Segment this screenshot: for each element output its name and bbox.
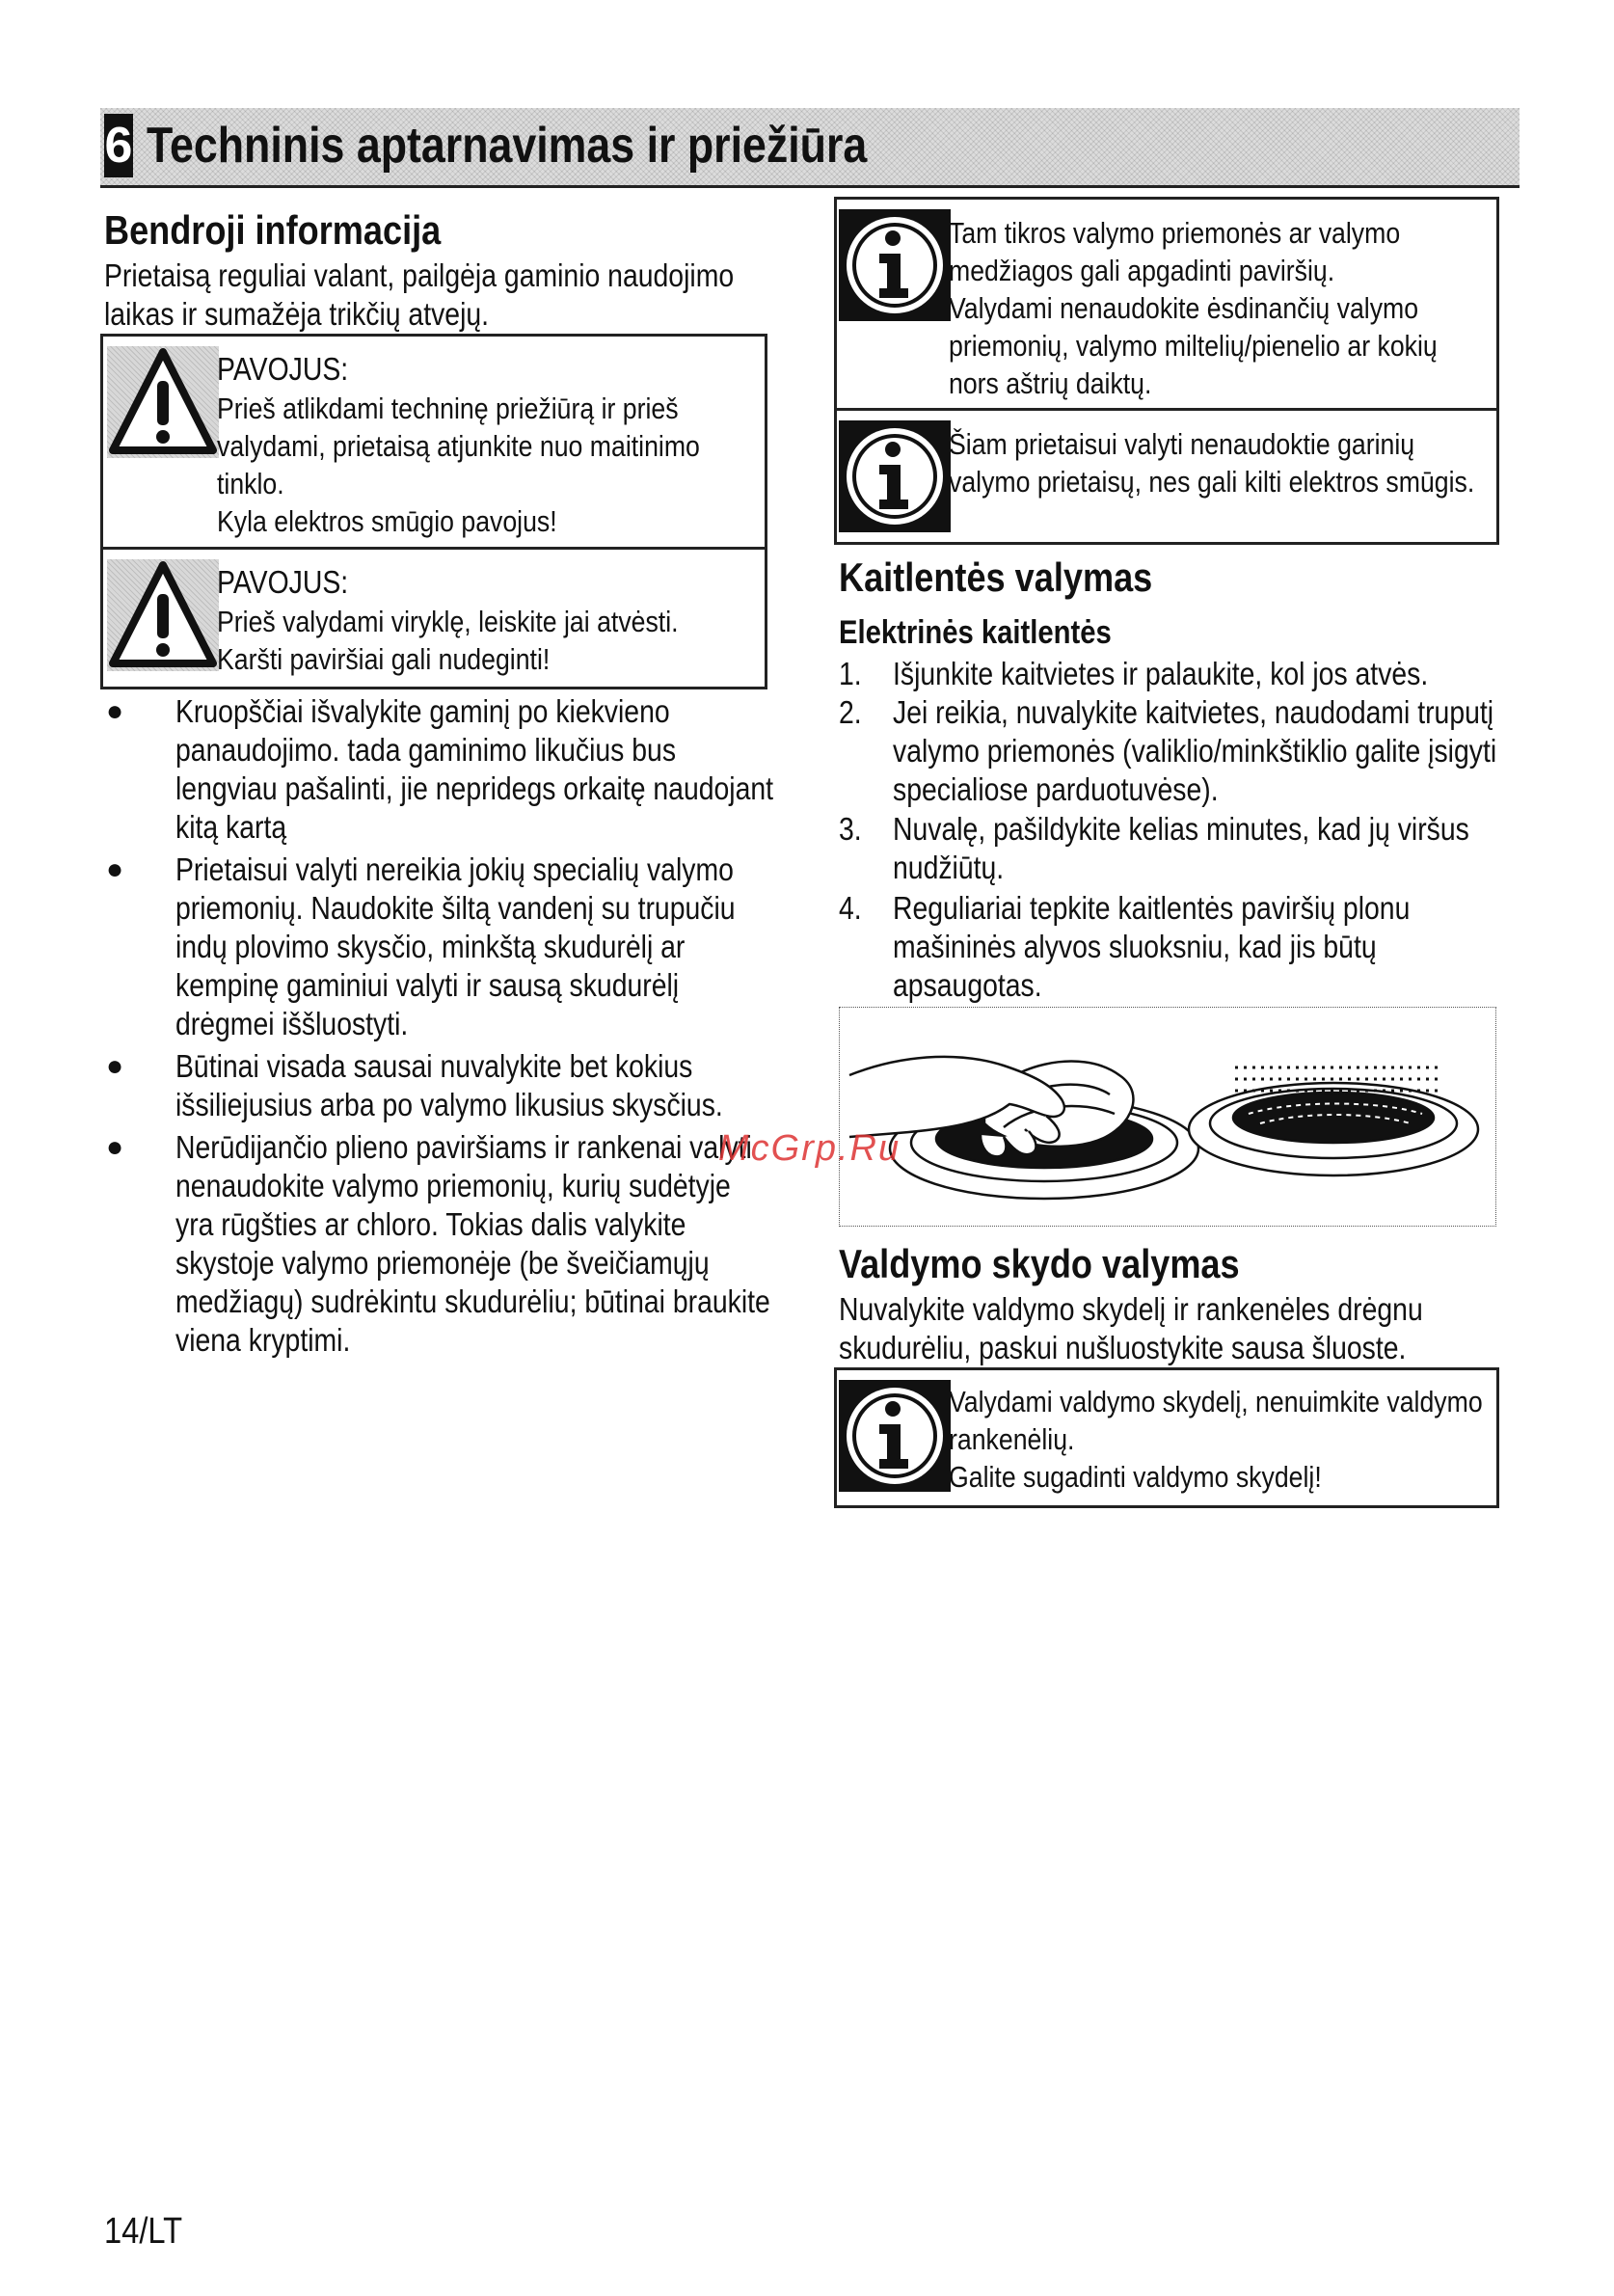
danger-title: PAVOJUS: <box>217 351 349 387</box>
bullet-text-line: išsiliejusius arba po valymo likusius skysčius. <box>175 1087 723 1122</box>
hotplate-heating <box>1189 1067 1478 1175</box>
bullet-text-line: priemonių. Naudokite šiltą vandenį su trupučiu <box>175 890 736 926</box>
info-icon <box>839 209 951 321</box>
step-number: 1. <box>839 656 862 691</box>
step-text-line: nudžiūtų. <box>893 850 1005 885</box>
danger-text-line: Karšti paviršiai gali nudeginti! <box>217 642 551 676</box>
panel-intro-line: Nuvalykite valdymo skydelį ir rankenėles drėgnu <box>839 1291 1423 1327</box>
danger-title: PAVOJUS: <box>217 564 349 600</box>
danger-box-hot-surface <box>100 547 767 689</box>
bullet-marker: ● <box>106 1131 124 1163</box>
info-text-line: valymo prietaisų, nes gali kilti elektros smūgis. <box>949 465 1475 499</box>
bullet-text-line: Nerūdijančio plieno paviršiams ir rankenai valyti <box>175 1129 752 1165</box>
danger-box-power <box>100 334 767 550</box>
danger-text-line: Prieš atlikdami techninę priežiūrą ir prieš <box>217 392 679 425</box>
section-heading-general: Bendroji informacija <box>104 207 442 253</box>
watermark: McGrp.Ru <box>718 1128 901 1169</box>
info-text-line: priemonių, valymo miltelių/pienelio ar kokių <box>949 329 1438 363</box>
info-icon <box>839 420 951 532</box>
info-text-line: Valydami valdymo skydelį, nenuimkite valdymo <box>949 1385 1483 1418</box>
bullet-marker: ● <box>106 695 124 727</box>
info-text-line: medžiagos gali apgadinti paviršių. <box>949 254 1335 287</box>
step-text-line: apsaugotas. <box>893 967 1042 1003</box>
info-text-line: nors aštrių daiktų. <box>949 366 1152 400</box>
step-text-line: mašininės alyvos sluoksniu, kad jis būtų <box>893 929 1377 964</box>
step-text-line: Išjunkite kaitvietes ir palaukite, kol jos atvės. <box>893 656 1429 691</box>
bullet-text-line: panaudojimo. tada gaminimo likučius bus <box>175 732 677 768</box>
step-text-line: Nuvalę, pašildykite kelias minutes, kad jų viršus <box>893 811 1469 847</box>
info-text-line: Valydami nenaudokite ėsdinančių valymo <box>949 291 1419 325</box>
info-icon <box>839 1380 951 1492</box>
step-number: 4. <box>839 890 862 926</box>
step-number: 3. <box>839 811 862 847</box>
section-heading-panel: Valdymo skydo valymas <box>839 1241 1240 1286</box>
chapter-number: 6 <box>104 114 133 177</box>
bullet-text-line: kitą kartą <box>175 809 287 845</box>
bullet-text-line: Prietaisui valyti nereikia jokių specialių valymo <box>175 851 734 887</box>
step-text-line: specialiose parduotuvėse). <box>893 771 1219 807</box>
bullet-text-line: lengviau pašalinti, jie nepridegs orkaitę naudojant <box>175 770 774 806</box>
hob-cleaning-illustration <box>839 1007 1496 1227</box>
danger-text-line: Kyla elektros smūgio pavojus! <box>217 504 557 538</box>
info-box-control-knobs <box>834 1367 1499 1508</box>
bullet-text-line: viena kryptimi. <box>175 1322 351 1358</box>
info-text-line: Šiam prietaisui valyti nenaudoktie garinių <box>949 427 1415 461</box>
bullet-text-line: yra rūgšties ar chloro. Tokias dalis valykite <box>175 1206 686 1242</box>
danger-text-line: Prieš valydami viryklę, leiskite jai atvėsti. <box>217 605 679 638</box>
bullet-marker: ● <box>106 853 124 885</box>
hotplate-with-hand <box>849 1057 1198 1199</box>
info-text-line: Tam tikros valymo priemonės ar valymo <box>949 216 1401 250</box>
info-box-steam-cleaner <box>834 408 1499 545</box>
warning-icon <box>107 559 219 671</box>
step-text-line: Reguliariai tepkite kaitlentės paviršių plonu <box>893 890 1411 926</box>
bullet-marker: ● <box>106 1050 124 1082</box>
warning-icon <box>107 346 219 458</box>
bullet-text-line: medžiagų) sudrėkintu skudurėliu; būtinai braukite <box>175 1283 770 1319</box>
bullet-text-line: Būtinai visada sausai nuvalykite bet kokius <box>175 1048 693 1084</box>
info-box-cleaning-agents <box>834 197 1499 411</box>
general-intro-line: laikas ir sumažėja trikčių atvejų. <box>104 296 490 332</box>
info-text-line: Galite sugadinti valdymo skydelį! <box>949 1460 1322 1494</box>
bullet-text-line: kempinę gaminiui valyti ir sausą skudurėlį <box>175 967 680 1003</box>
general-intro-line: Prietaisą reguliai valant, pailgėja gaminio naudojimo <box>104 257 735 293</box>
bullet-text-line: Kruopščiai išvalykite gaminį po kiekvieno <box>175 693 670 729</box>
danger-text-line: valydami, prietaisą atjunkite nuo maitinimo <box>217 429 700 463</box>
bullet-text-line: indų plovimo skysčio, minkštą skudurėlį ar <box>175 929 686 964</box>
bullet-text-line: drėgmei iššluostyti. <box>175 1006 409 1041</box>
step-text-line: Jei reikia, nuvalykite kaitvietes, naudodami truputį <box>893 694 1494 730</box>
subheading-electric-hob: Elektrinės kaitlentės <box>839 614 1112 651</box>
chapter-header <box>100 108 1520 188</box>
page-number: 14/LT <box>104 2211 183 2252</box>
info-text-line: rankenėlių. <box>949 1422 1075 1456</box>
panel-intro-line: skudurėliu, paskui nušluostykite sausa šluoste. <box>839 1330 1407 1365</box>
section-heading-hob: Kaitlentės valymas <box>839 554 1153 600</box>
bullet-text-line: skystoje valymo priemonėje (be šveičiamųjų <box>175 1245 710 1281</box>
danger-text-line: tinklo. <box>217 467 284 500</box>
step-text-line: valymo priemonės (valiklio/minkštiklio galite įsigyti <box>893 733 1497 769</box>
chapter-title: Techninis aptarnavimas ir priežiūra <box>147 118 868 174</box>
bullet-text-line: nenaudokite valymo priemonių, kurių sudėtyje <box>175 1168 731 1203</box>
step-number: 2. <box>839 694 862 730</box>
